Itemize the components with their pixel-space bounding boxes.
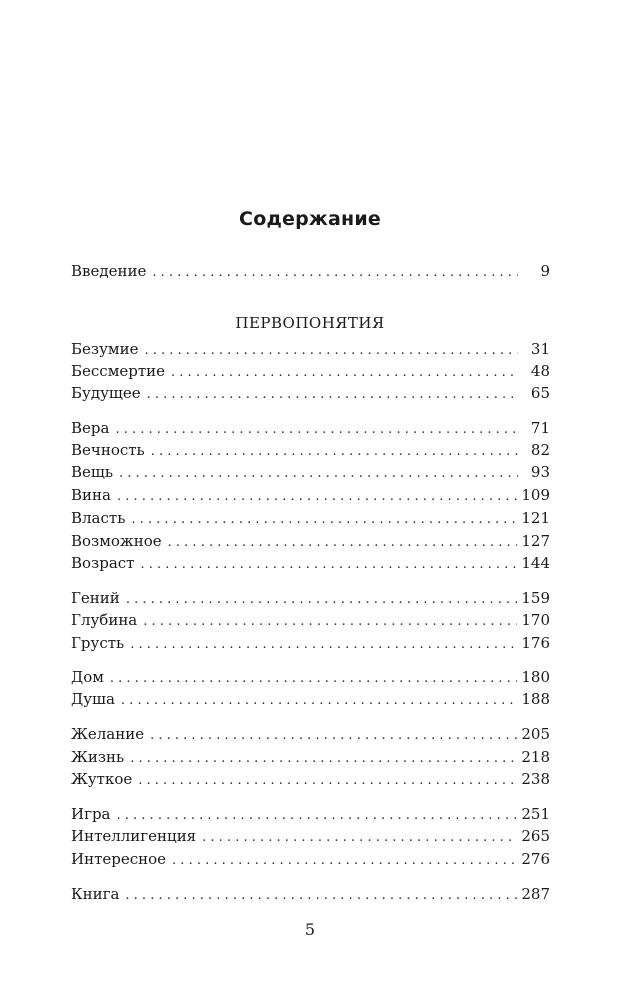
toc-entry-label: Дом: [71, 668, 104, 686]
toc-entry-label: Введение: [71, 262, 147, 280]
toc-entry: [71, 419, 550, 441]
dot-leader: [130, 751, 517, 766]
toc-entry-page: 82: [530, 441, 550, 459]
toc-entry-label: Игра: [71, 805, 111, 823]
toc-entry: [71, 805, 550, 827]
toc-entry-page: 188: [521, 690, 550, 708]
dot-leader: [121, 693, 517, 708]
toc-entry-label: Будущее: [71, 384, 141, 402]
toc-entry-label: Безумие: [71, 340, 139, 358]
toc-entry-page: 205: [521, 725, 550, 743]
toc-entry-page: 180: [521, 668, 550, 686]
toc-entry-label: Жуткое: [71, 770, 133, 788]
toc-entry: [71, 441, 550, 463]
toc-entry-page: 71: [530, 419, 550, 437]
toc-entry-label: Вещь: [71, 463, 114, 481]
toc-entry-page: 276: [521, 850, 550, 868]
dot-leader: [152, 265, 518, 280]
toc-entry-page: 218: [521, 748, 550, 766]
dot-leader: [110, 671, 517, 686]
toc-entry-label: Вечность: [71, 441, 145, 459]
dot-leader: [172, 853, 517, 868]
toc-entry: [71, 611, 550, 633]
toc-entry-page: 251: [521, 805, 550, 823]
toc-entry: [71, 384, 550, 406]
toc-entry-label: Желание: [71, 725, 145, 743]
toc-entry-label: Книга: [71, 885, 120, 903]
dot-leader: [140, 557, 517, 572]
dot-leader: [138, 773, 517, 788]
toc-entry-label: Власть: [71, 509, 126, 527]
dot-leader: [171, 365, 518, 380]
toc-entry: [71, 340, 550, 362]
toc-entry: [71, 463, 550, 485]
toc-entry-label: Гений: [71, 589, 120, 607]
toc-entry: [71, 589, 550, 611]
toc-entry: [71, 362, 550, 384]
dot-leader: [130, 637, 517, 652]
toc-entry: [71, 486, 550, 508]
toc-entry-label: Возможное: [71, 532, 162, 550]
toc-entry-page: 144: [521, 554, 550, 572]
toc-entry: [71, 885, 550, 907]
toc-entry-page: 109: [521, 486, 550, 504]
dot-leader: [144, 343, 518, 358]
toc-entry: [71, 554, 550, 576]
toc-entry-label: Вера: [71, 419, 110, 437]
toc-entry: [71, 748, 550, 770]
toc-entry-label: Бессмертие: [71, 362, 166, 380]
toc-entry: [71, 850, 550, 872]
toc-entry-page: 31: [530, 340, 550, 358]
toc-entry-label: Интересное: [71, 850, 167, 868]
toc-entry-page: 287: [521, 885, 550, 903]
toc-entry-page: 93: [530, 463, 550, 481]
toc-entry-page: 265: [521, 827, 550, 845]
toc-entry: [71, 634, 550, 656]
dot-leader: [117, 489, 517, 504]
dot-leader: [115, 422, 518, 437]
toc-entry-page: 238: [521, 770, 550, 788]
toc-entry: [71, 509, 550, 531]
toc-entry: [71, 770, 550, 792]
toc-entry-label: Интеллигенция: [71, 827, 197, 845]
toc-entry: [71, 690, 550, 712]
toc-entry-page: 121: [521, 509, 550, 527]
toc-entry-label: Глубина: [71, 611, 138, 629]
dot-leader: [131, 512, 517, 527]
toc-entry-page: 176: [521, 634, 550, 652]
toc-entry-label: Грусть: [71, 634, 125, 652]
toc-entry-label: Жизнь: [71, 748, 125, 766]
toc-entry-page: 65: [530, 384, 550, 402]
dot-leader: [117, 808, 518, 823]
toc-entry-label: Возраст: [71, 554, 135, 572]
toc-entry-label: Душа: [71, 690, 115, 708]
dot-leader: [202, 830, 517, 845]
toc-entry-intro: [71, 262, 550, 284]
dot-leader: [168, 535, 518, 550]
dot-leader: [125, 888, 517, 903]
toc-entry-page: 127: [521, 532, 550, 550]
toc-entry: [71, 668, 550, 690]
dot-leader: [119, 466, 518, 481]
dot-leader: [126, 592, 518, 607]
dot-leader: [150, 728, 517, 743]
page-number: 5: [304, 920, 316, 939]
toc-entry-label: Вина: [71, 486, 111, 504]
dot-leader: [147, 387, 518, 402]
section-heading: ПЕРВОПОНЯТИЯ: [235, 314, 385, 332]
dot-leader: [151, 444, 518, 459]
toc-entry-page: 170: [521, 611, 550, 629]
toc-entry-page: 9: [540, 262, 550, 280]
toc-entry-page: 48: [530, 362, 550, 380]
toc-entry: [71, 725, 550, 747]
toc-entry: [71, 827, 550, 849]
dot-leader: [143, 614, 517, 629]
toc-entry-page: 159: [521, 589, 550, 607]
page-title: Содержание: [239, 208, 381, 230]
toc-entry: [71, 532, 550, 554]
